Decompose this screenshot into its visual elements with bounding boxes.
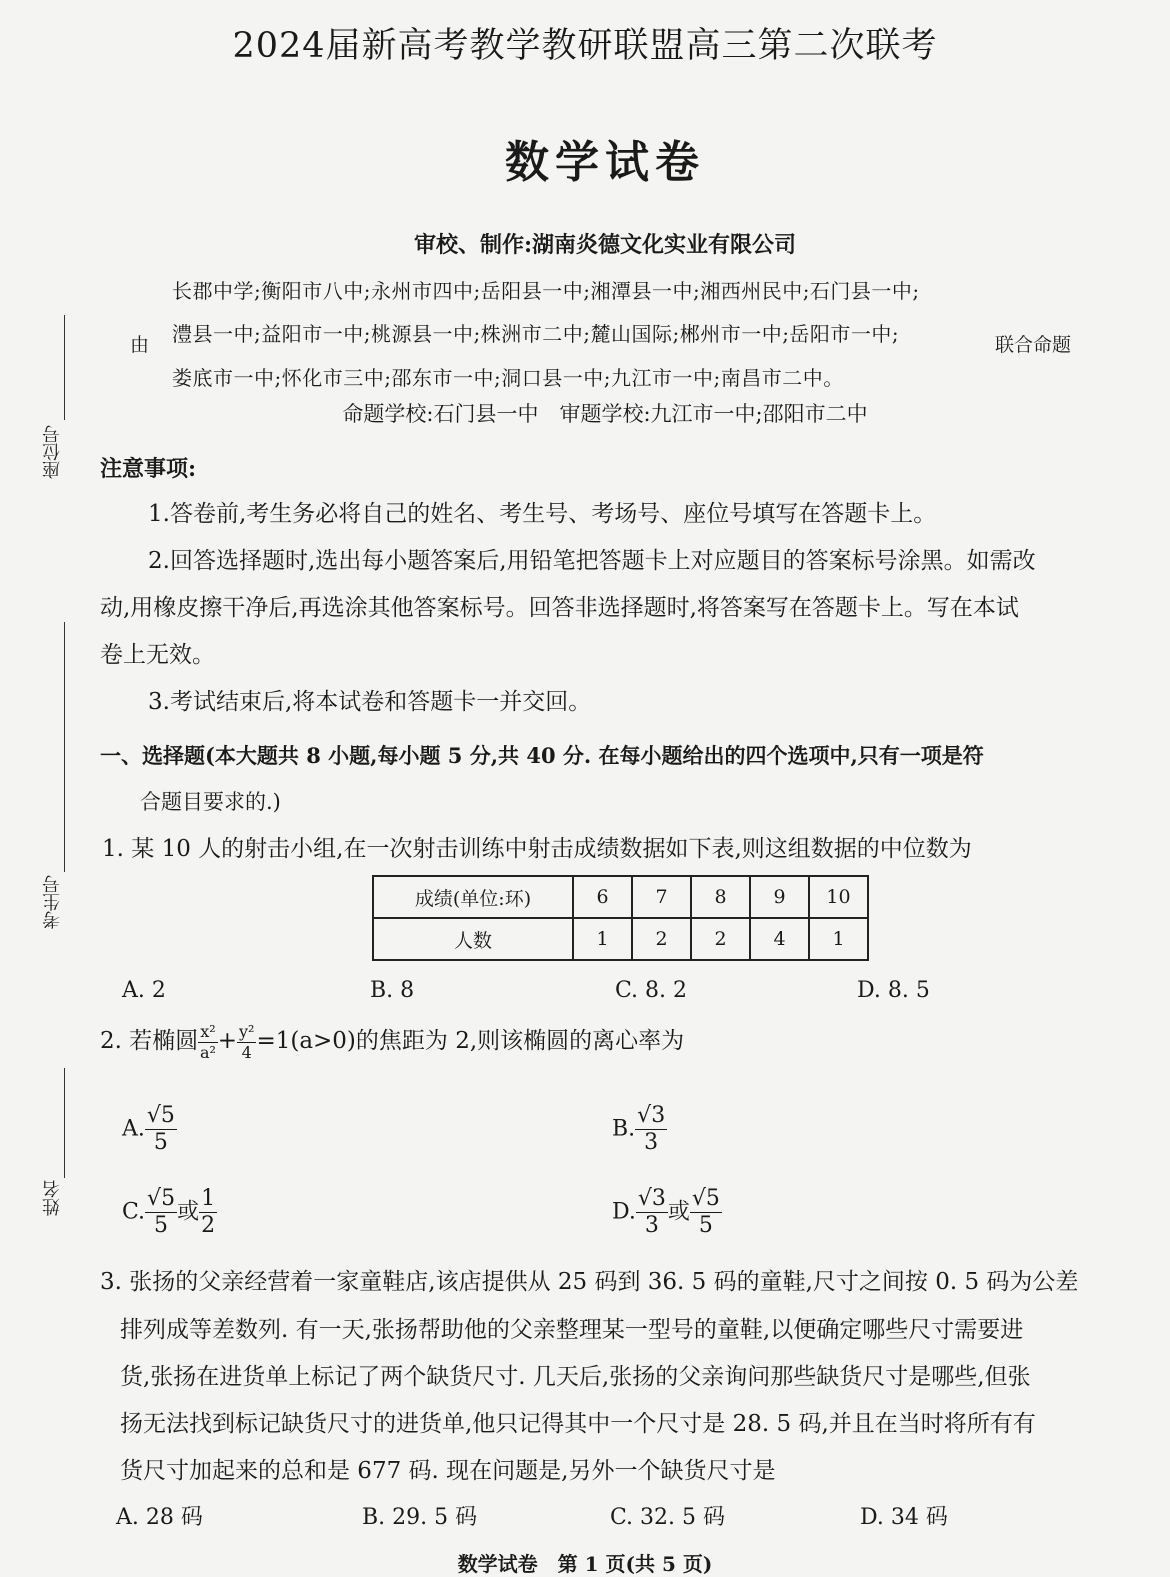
q3-line-4: 扬无法找到标记缺货尺寸的进货单,他只记得其中一个尺寸是 28. 5 码,并且在当时将所有有 — [120, 1411, 1036, 1437]
exam-no-label: 考生号 — [42, 875, 63, 929]
notice-item-2-line-1: 2.回答选择题时,选出每小题答案后,用铅笔把答题卡上对应题目的答案标号涂黑。如需改 — [148, 548, 1036, 574]
exam-no-line — [64, 622, 65, 872]
notice-heading: 注意事项: — [100, 456, 197, 482]
page-footer: 数学试卷 第 1 页(共 5 页) — [457, 1552, 713, 1576]
notice-item-3: 3.考试结束后,将本试卷和答题卡一并交回。 — [148, 689, 592, 715]
seat-label: 座位号 — [42, 425, 63, 479]
schools-line-2: 澧县一中;益阳市一中;桃源县一中;株洲市二中;麓山国际;郴州市一中;岳阳市一中; — [172, 322, 900, 346]
section-1-heading: 一、选择题(本大题共 8 小题,每小题 5 分,共 40 分. 在每小题给出的四个选项中,只有一项是符 — [100, 743, 984, 768]
table-cell: 1 — [809, 918, 868, 960]
table-cell: 2 — [691, 918, 750, 960]
fraction: $\frac{\text{x²}}{\text{a²}}$ — [200, 1021, 216, 1062]
table-cell: 4 — [750, 918, 809, 960]
name-line — [64, 1068, 65, 1178]
schools-line-3: 娄底市一中;怀化市三中;邵东市一中;洞口县一中;九江市一中;南昌市二中。 — [172, 366, 844, 390]
table-row — [373, 918, 868, 960]
notice-item-1: 1.答卷前,考生务必将自己的姓名、考生号、考场号、座位号填写在答题卡上。 — [148, 501, 937, 527]
fraction: $\frac{\text{y²}}{4}$ — [238, 1021, 255, 1062]
q3-line-1: 3. 张扬的父亲经营着一家童鞋店,该店提供从 25 码到 36. 5 码的童鞋,尺寸之间按 0. 5 码为公差 — [100, 1269, 1079, 1295]
table-row — [373, 876, 868, 918]
schools-line-1: 长郡中学;衡阳市八中;永州市四中;岳阳县一中;湘潭县一中;湘西州民中;石门县一中; — [172, 279, 920, 303]
q2-option-d: D. $\frac{√3}{3}$ 或 $\frac{√5}{5}$ — [612, 1186, 720, 1238]
q2-option-a: A. $\frac{√5}{5}$ — [122, 1103, 175, 1155]
fraction: $\frac{√3}{3}$ — [637, 1186, 666, 1238]
q2-stem: 2. 若椭圆 $\frac{\text{x²}}{\text{a²}}$ + $\frac{\text{y²}}{4}$ =1(a>0)的焦距为 2,则该椭圆的离心率为 — [100, 1021, 685, 1062]
q3-line-2: 排列成等差数列. 有一天,张扬帮助他的父亲整理某一型号的童鞋,以便确定哪些尺寸需要进 — [120, 1317, 1024, 1343]
fraction: $\frac{√5}{5}$ — [146, 1103, 175, 1155]
subject-title: 数学试卷 — [505, 137, 705, 188]
seat-line — [64, 315, 65, 420]
joint-proposition-label: 联合命题 — [995, 334, 1072, 356]
q3-option-d: D. 34 码 — [860, 1505, 948, 1530]
section-1-heading-cont: 合题目要求的.) — [140, 790, 281, 814]
producer-line: 审校、制作:湖南炎德文化实业有限公司 — [413, 232, 797, 258]
table-cell: 8 — [691, 876, 750, 918]
q1-option-c: C. 8. 2 — [615, 978, 688, 1003]
table-cell: 人数 — [373, 918, 573, 960]
fraction: $\frac{√5}{5}$ — [691, 1186, 720, 1238]
notice-item-2-line-3: 卷上无效。 — [100, 642, 215, 668]
q3-option-b: B. 29. 5 码 — [362, 1505, 478, 1530]
fraction: $\frac{1}{2}$ — [201, 1186, 216, 1238]
table-cell: 7 — [632, 876, 691, 918]
q2-option-c: C. $\frac{√5}{5}$ 或 $\frac{1}{2}$ — [122, 1186, 216, 1238]
q1-option-a: A. 2 — [122, 978, 166, 1003]
q3-option-a: A. 28 码 — [116, 1505, 203, 1530]
table-cell: 10 — [809, 876, 868, 918]
table-cell: 9 — [750, 876, 809, 918]
q2-option-b: B. $\frac{√3}{3}$ — [612, 1103, 666, 1155]
you-label: 由 — [130, 334, 150, 356]
q3-line-5: 货尺寸加起来的总和是 677 码. 现在问题是,另外一个缺货尺寸是 — [120, 1458, 776, 1484]
table-cell: 6 — [573, 876, 632, 918]
table-cell: 成绩(单位:环) — [373, 876, 573, 918]
fraction: $\frac{√3}{3}$ — [637, 1103, 666, 1155]
score-table — [372, 875, 869, 961]
q3-option-c: C. 32. 5 码 — [610, 1505, 726, 1530]
notice-item-2-line-2: 动,用橡皮擦干净后,再选涂其他答案标号。回答非选择题时,将答案写在答题卡上。写在本试 — [100, 595, 1019, 621]
name-label: 姓名 — [42, 1180, 63, 1216]
exam-title: 2024届新高考教学教研联盟高三第二次联考 — [232, 26, 938, 66]
table-cell: 1 — [573, 918, 632, 960]
proposer-line: 命题学校:石门县一中 审题学校:九江市一中;邵阳市二中 — [342, 402, 868, 426]
q1-option-b: B. 8 — [370, 978, 415, 1003]
fraction: $\frac{√5}{5}$ — [147, 1186, 176, 1238]
table-cell: 2 — [632, 918, 691, 960]
q3-line-3: 货,张扬在进货单上标记了两个缺货尺寸. 几天后,张扬的父亲询问那些缺货尺寸是哪些,但张 — [120, 1364, 1031, 1390]
q1-stem: 1. 某 10 人的射击小组,在一次射击训练中射击成绩数据如下表,则这组数据的中位数为 — [102, 836, 972, 862]
q1-option-d: D. 8. 5 — [857, 978, 930, 1003]
